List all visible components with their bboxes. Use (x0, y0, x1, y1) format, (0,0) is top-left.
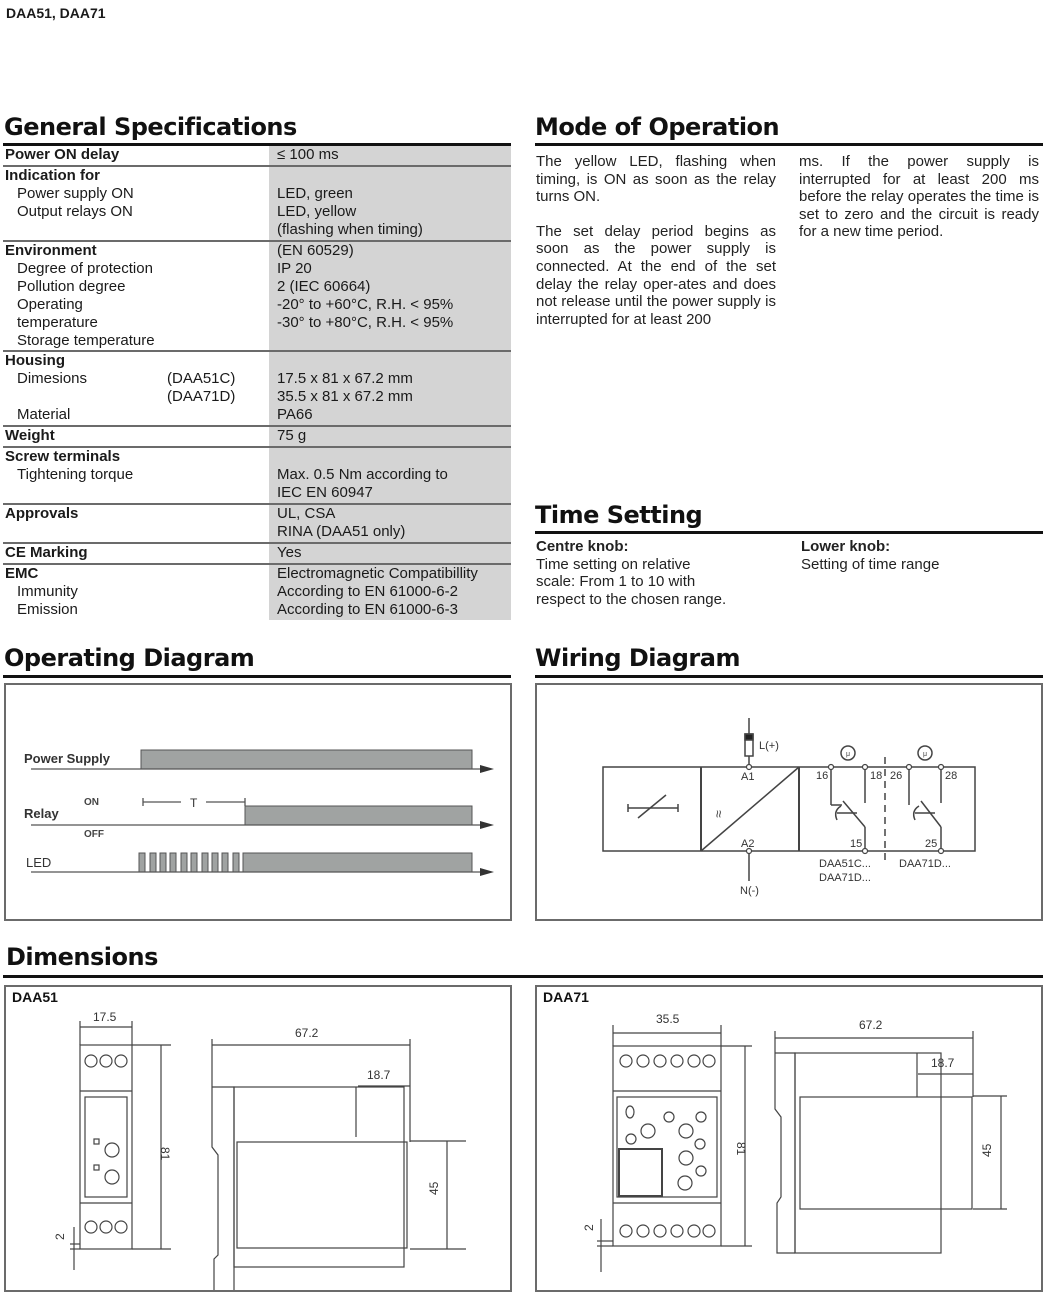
spec-value-cell (269, 352, 511, 425)
spec-sub-item (5, 388, 269, 406)
spec-value: (EN 60529) (277, 242, 354, 259)
spec-sub-label: Material (17, 406, 71, 423)
spec-label-cell (3, 448, 269, 503)
spec-row (3, 427, 511, 448)
dimensions-title: Dimensions (6, 943, 158, 971)
spec-sub-label: Pollution degree (17, 278, 126, 295)
spec-value: IP 20 (277, 260, 312, 277)
spec-value: LED, yellow (277, 203, 357, 220)
spec-row (3, 544, 511, 565)
section-rule (3, 675, 511, 678)
daa71-front-dim: 45 (980, 1143, 994, 1157)
spec-value (277, 352, 511, 370)
lower-knob-heading: Lower knob: (801, 538, 891, 555)
spec-sub-item (5, 466, 269, 484)
model-label-daa71d: DAA71D... (819, 872, 871, 884)
spec-heading: Weight (5, 427, 55, 444)
spec-label-cell (3, 352, 269, 425)
spec-value: According to EN 61000-6-2 (277, 583, 458, 600)
spec-row (3, 565, 511, 620)
spec-value: ≤ 100 ms (277, 146, 339, 163)
wiring-diagram-schematic (537, 685, 1041, 919)
spec-label-cell (3, 167, 269, 240)
centre-knob-line: respect to the chosen range. (536, 590, 727, 608)
svg-text:μ: μ (846, 751, 851, 758)
spec-sub-variant (167, 601, 257, 619)
spec-sub-variant (167, 260, 257, 278)
spec-value: UL, CSA (277, 505, 336, 522)
spec-value-cell (269, 448, 511, 503)
on-label: ON (84, 797, 99, 808)
wiring-diagram-title: Wiring Diagram (535, 644, 740, 672)
spec-sub-item (5, 260, 269, 278)
spec-value: -30° to +80°C, R.H. < 95% (277, 314, 454, 331)
mode-text-column-2: ms. If the power supply is interrupted for at least 200 ms before the relay operates the time is set to zero and the circuit is ready for a new time period. (799, 153, 1039, 241)
power-arrow-icon (480, 765, 494, 773)
spec-sub-item (5, 332, 269, 350)
svg-text:μ: μ (923, 751, 928, 758)
centre-knob-line: Time setting on relative (536, 555, 691, 573)
power-supply-bar (141, 750, 472, 769)
svg-text:≈: ≈ (711, 810, 727, 818)
spec-sub-label: Output relays ON (17, 203, 133, 220)
relay-label: Relay (24, 806, 59, 821)
daa71-depth-dim: 67.2 (859, 1018, 883, 1032)
power-supply-label: Power Supply (24, 751, 110, 766)
section-rule (3, 975, 1043, 978)
daa51-dimensions-frame (4, 985, 512, 1292)
spec-value: 2 (IEC 60664) (277, 278, 371, 295)
spec-value-cell (269, 242, 511, 350)
spec-sub-item (5, 406, 269, 424)
spec-row (3, 242, 511, 352)
spec-sub-variant (167, 466, 257, 484)
terminal-18: 18 (870, 770, 883, 782)
daa51-drawing (6, 987, 510, 1290)
daa71-label: DAA71 (543, 989, 589, 1005)
operating-diagram-title: Operating Diagram (4, 644, 255, 672)
terminal-26: 26 (890, 770, 903, 782)
time-setting-title: Time Setting (535, 501, 703, 529)
spec-heading: Housing (5, 352, 65, 369)
spec-sub-label (17, 388, 167, 406)
spec-sub-variant (167, 278, 257, 296)
wiring-diagram-frame (535, 683, 1043, 921)
spec-sub-variant (167, 406, 257, 424)
spec-value: PA66 (277, 406, 313, 423)
model-label-daa51c: DAA51C... (819, 858, 871, 870)
spec-value (277, 167, 511, 185)
led-arrow-icon (480, 868, 494, 876)
spec-sub-label: Dimesions (17, 370, 88, 387)
spec-value-cell (269, 565, 511, 620)
spec-sub-variant: (DAA71D) (167, 388, 236, 405)
spec-heading: Approvals (5, 505, 79, 522)
spec-value (277, 448, 511, 466)
spec-value-cell (269, 167, 511, 240)
spec-label-cell (3, 565, 269, 620)
led-flash-pulses (139, 853, 239, 872)
spec-sub-label: Tightening torque (17, 466, 134, 483)
terminal-15: 15 (850, 838, 863, 850)
general-specifications-title: General Specifications (4, 113, 297, 141)
daa51-label: DAA51 (12, 989, 58, 1005)
mode-of-operation-title: Mode of Operation (535, 113, 780, 141)
model-label-daa71d-2: DAA71D... (899, 858, 951, 870)
daa51-step-dim: 18.7 (367, 1068, 391, 1082)
daa71-height-dim: 81 (734, 1142, 748, 1156)
spec-value: According to EN 61000-6-3 (277, 601, 458, 618)
spec-label-cell (3, 544, 269, 563)
mode-paragraph-2: The set delay period begins as soon as the power supply is connected. At the end of the set delay the relay oper-ates and does not release until the power supply is interrupted for at least 200 (536, 222, 776, 328)
spec-row (3, 352, 511, 427)
spec-value: Yes (277, 544, 302, 561)
spec-heading: Power ON delay (5, 146, 120, 163)
spec-value-cell (269, 505, 511, 542)
l-plus-label: L(+) (759, 740, 779, 752)
section-rule (535, 143, 1043, 146)
spec-label-cell (3, 146, 269, 165)
section-rule (535, 531, 1043, 534)
daa71-step-dim: 18.7 (931, 1056, 955, 1070)
spec-value: -20° to +60°C, R.H. < 95% (277, 296, 454, 313)
spec-label-cell (3, 427, 269, 446)
daa71-drawing (537, 987, 1041, 1290)
spec-row (3, 146, 511, 167)
relay-on-bar (245, 806, 472, 825)
spec-heading: Indication for (5, 167, 100, 184)
spec-sub-variant (167, 296, 257, 332)
spec-heading: Environment (5, 242, 97, 259)
n-minus-label: N(-) (740, 885, 759, 897)
spec-sub-label: Degree of protection (17, 260, 153, 277)
spec-sub-item (5, 296, 269, 332)
led-label: LED (26, 855, 52, 870)
spec-value-cell (269, 427, 511, 446)
spec-sub-item (5, 185, 269, 203)
daa51-width-dim: 17.5 (93, 1010, 117, 1024)
specifications-table (3, 146, 511, 620)
operating-diagram-chart (6, 685, 510, 919)
spec-row (3, 448, 511, 505)
spec-heading: Screw terminals (5, 448, 121, 465)
spec-sub-variant (167, 583, 257, 601)
terminal-25: 25 (925, 838, 938, 850)
daa71-rail-dim: 2 (582, 1224, 596, 1231)
spec-label-cell (3, 242, 269, 350)
daa51-height-dim: 81 (158, 1147, 172, 1161)
spec-value: 75 g (277, 427, 307, 444)
spec-sub-label: Operating temperature (17, 296, 98, 331)
spec-sub-item (5, 203, 269, 221)
daa51-front-dim: 45 (427, 1181, 441, 1195)
spec-value: 17.5 x 81 x 67.2 mm (277, 370, 413, 387)
spec-sub-label: Emission (17, 601, 78, 618)
spec-sub-item (5, 370, 269, 388)
spec-value: 35.5 x 81 x 67.2 mm (277, 388, 413, 405)
mode-paragraph-1: The yellow LED, flashing when timing, is ON as soon as the relay turns ON. (536, 153, 776, 206)
mode-text-column-1 (536, 153, 776, 328)
spec-value: IEC EN 60947 (277, 484, 373, 501)
spec-sub-item (5, 583, 269, 601)
lower-knob-text: Setting of time range (801, 555, 940, 573)
spec-sub-variant: (DAA51C) (167, 370, 236, 387)
terminal-28: 28 (945, 770, 958, 782)
relay-arrow-icon (480, 821, 494, 829)
spec-sub-label: Storage temperature (17, 332, 155, 349)
spec-sub-variant (167, 332, 257, 350)
spec-value: (flashing when timing) (277, 221, 423, 238)
spec-sub-label: Power supply ON (17, 185, 134, 202)
document-title: DAA51, DAA71 (6, 5, 106, 21)
spec-value-cell (269, 544, 511, 563)
daa51-depth-dim: 67.2 (295, 1026, 319, 1040)
spec-value: Electromagnetic Compatibillity (277, 565, 478, 582)
terminal-16: 16 (816, 770, 829, 782)
a1-label: A1 (741, 771, 755, 783)
centre-knob-line: scale: From 1 to 10 with (536, 573, 696, 591)
daa71-width-dim: 35.5 (656, 1012, 680, 1026)
spec-heading: EMC (5, 565, 39, 582)
spec-heading: CE Marking (5, 544, 88, 561)
spec-value: Max. 0.5 Nm according to (277, 466, 448, 483)
spec-value: LED, green (277, 185, 353, 202)
lower-knob-block (801, 538, 1041, 573)
daa51-rail-dim: 2 (53, 1233, 67, 1240)
led-steady-bar (243, 853, 472, 872)
a2-label: A2 (741, 838, 755, 850)
spec-value-cell (269, 146, 511, 165)
daa71-dimensions-frame (535, 985, 1043, 1292)
spec-sub-variant (167, 185, 257, 203)
spec-sub-variant (167, 203, 257, 221)
section-rule (535, 675, 1043, 678)
centre-knob-block (536, 538, 786, 608)
off-label: OFF (84, 829, 104, 840)
spec-row (3, 505, 511, 544)
spec-label-cell (3, 505, 269, 542)
spec-sub-item (5, 601, 269, 619)
spec-row (3, 167, 511, 242)
spec-value: RINA (DAA51 only) (277, 523, 406, 540)
operating-diagram-frame (4, 683, 512, 921)
spec-sub-label: Immunity (17, 583, 78, 600)
spec-sub-item (5, 278, 269, 296)
delay-t-label: T (190, 796, 198, 810)
centre-knob-heading: Centre knob: (536, 538, 629, 555)
